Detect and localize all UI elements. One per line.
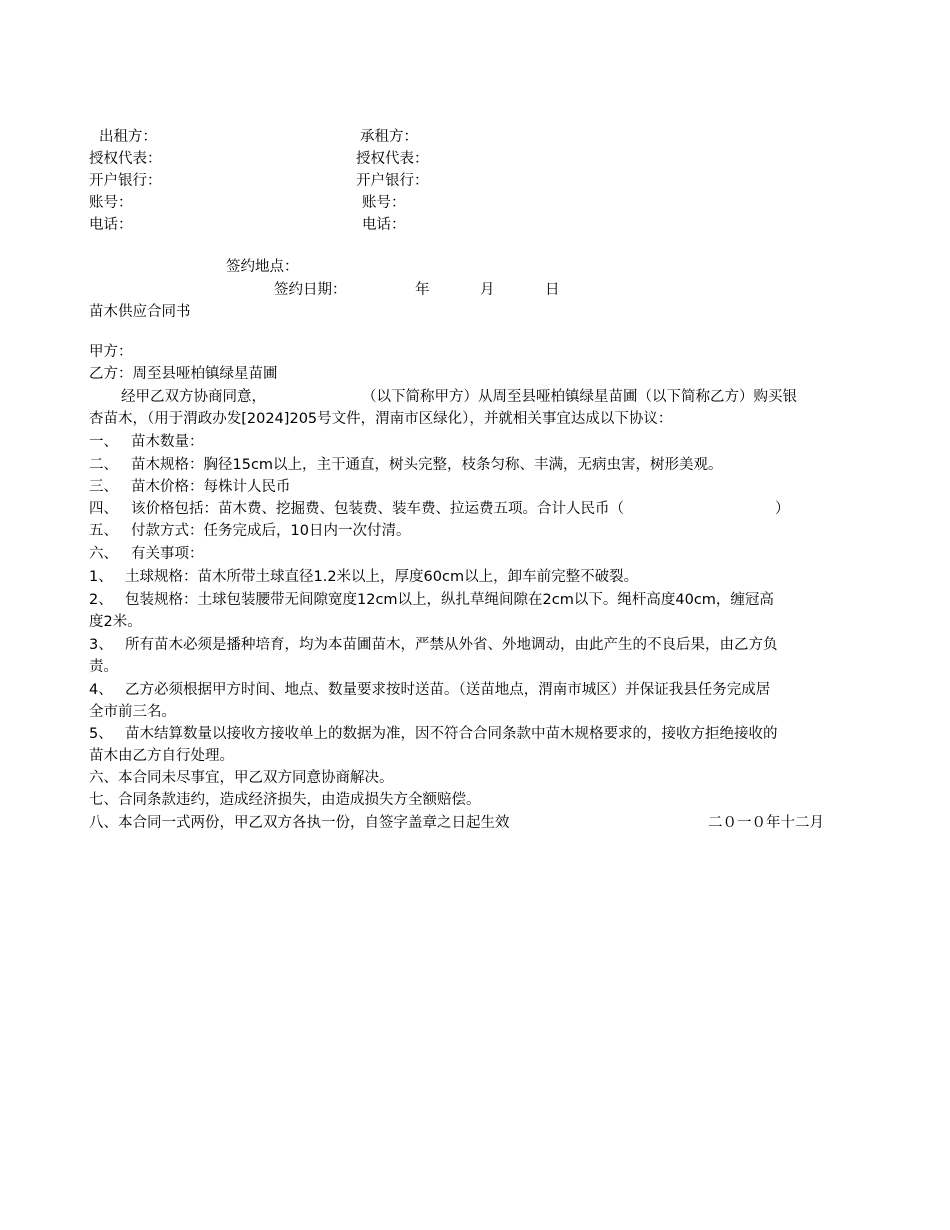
clause-text: 苗木规格：胸径15cm以上，主干通直，树头完整，枝条匀称、丰满，无病虫害，树形美观。	[131, 457, 723, 473]
clause-number: 四、	[89, 501, 118, 517]
account-right: 账号：	[362, 195, 406, 211]
lessee-label: 承租方：	[360, 129, 418, 145]
signing-month: 月	[480, 282, 495, 298]
authorized-rep-left: 授权代表：	[89, 151, 162, 167]
final-clause-seven: 七、合同条款违约，造成经济损失，由造成损失方全额赔偿。	[89, 792, 481, 808]
clause-text: 付款方式：任务完成后，10日内一次付清。	[131, 523, 411, 539]
phone-left: 电话：	[89, 217, 133, 233]
account-left: 账号：	[89, 195, 133, 211]
intro-line1-a: 经甲乙双方协商同意，	[121, 389, 266, 405]
clause-number: 五、	[89, 523, 118, 539]
signing-day: 日	[545, 282, 560, 298]
item-text: 苗木结算数量以接收方接收单上的数据为准，因不符合合同条款中苗木规格要求的，接收方拒绝接收的	[125, 726, 778, 742]
party-b: 乙方：周至县哑柏镇绿星苗圃	[89, 366, 278, 382]
intro-line2: 杏苗木，（用于渭政办发[2024]205号文件，渭南市区绿化），并就相关事宜达成以下协议：	[89, 411, 673, 427]
lessor-label: 出租方：	[99, 129, 157, 145]
clause-number: 六、	[89, 546, 118, 562]
signing-place-label: 签约地点：	[226, 259, 299, 275]
item-number: 1、	[89, 569, 113, 585]
clause-number: 一、	[89, 434, 118, 450]
contract-date: 二０一０年十二月	[708, 815, 824, 831]
item-number: 3、	[89, 637, 113, 653]
item-text: 土球规格：苗木所带土球直径1.2米以上，厚度60cm以上，卸车前完整不破裂。	[125, 569, 639, 585]
clause-text: 该价格包括：苗木费、挖掘费、包装费、装车费、拉运费五项。合计人民币（	[131, 501, 624, 517]
bank-left: 开户银行：	[89, 173, 162, 189]
bank-right: 开户银行：	[356, 173, 429, 189]
clause-number: 二、	[89, 457, 118, 473]
contract-title: 苗木供应合同书	[89, 304, 191, 320]
signing-date-label: 签约日期：	[274, 282, 347, 298]
item-text: 乙方必须根据甲方时间、地点、数量要求按时送苗。（送苗地点，渭南市城区）并保证我县任务完成居	[125, 682, 771, 698]
item-number: 5、	[89, 726, 113, 742]
clause-number: 三、	[89, 479, 118, 495]
clause-text: 苗木价格：每株计人民币	[131, 479, 291, 495]
party-a: 甲方：	[89, 344, 133, 360]
item-number: 4、	[89, 682, 113, 698]
final-clause-eight: 八、本合同一式两份，甲乙双方各执一份，自签字盖章之日起生效	[89, 815, 510, 831]
item-text-cont: 全市前三名。	[89, 704, 176, 720]
final-clause-six: 六、本合同未尽事宜，甲乙双方同意协商解决。	[89, 770, 394, 786]
clause-text-tail: ）	[775, 501, 790, 517]
item-text: 所有苗木必须是播种培育，均为本苗圃苗木，严禁从外省、外地调动，由此产生的不良后果，由乙方负	[125, 637, 778, 653]
item-text: 包装规格：土球包装腰带无间隙宽度12cm以上，纵扎草绳间隙在2cm以下。绳杆高度40cm，缠冠高	[125, 592, 774, 608]
authorized-rep-right: 授权代表：	[356, 151, 429, 167]
clause-text: 苗木数量：	[131, 434, 204, 450]
signing-year: 年	[415, 282, 430, 298]
item-number: 2、	[89, 592, 113, 608]
phone-right: 电话：	[362, 217, 406, 233]
item-text-cont: 责。	[89, 659, 118, 675]
clause-text: 有关事项：	[131, 546, 204, 562]
item-text-cont: 苗木由乙方自行处理。	[89, 748, 234, 764]
intro-line1-b: （以下简称甲方）从周至县哑柏镇绿星苗圃（以下简称乙方）购买银	[362, 389, 797, 405]
item-text-cont: 度2米。	[89, 614, 142, 630]
